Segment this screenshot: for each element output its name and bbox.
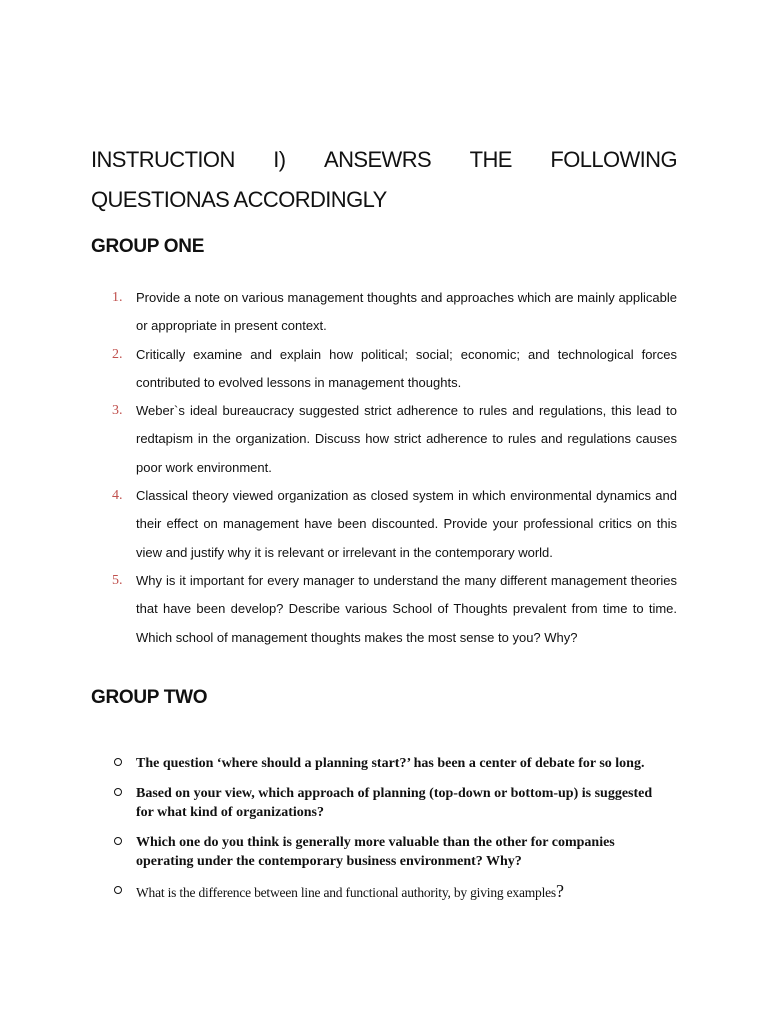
group-one-question-list: [112, 284, 677, 652]
list-item: [112, 284, 677, 341]
instruction-line-2: QUESTIONAS ACCORDINGLY: [91, 187, 387, 212]
list-item: [136, 784, 666, 822]
item-number: 4.: [112, 488, 123, 504]
instruction-word: ANSEWRS: [324, 147, 432, 172]
list-item: [112, 397, 677, 482]
item-text: Which one do you think is generally more valuable than the other for companies operating under the contemporary business environment? Why?: [136, 835, 615, 869]
instruction-word: INSTRUCTION: [91, 147, 235, 172]
item-text: The question ‘where should a planning start?’ has been a center of debate for so long.: [136, 756, 645, 771]
item-text: Based on your view, which approach of planning (top-down or bottom-up) is suggested for what kind of organizations?: [136, 786, 653, 820]
item-number: 2.: [112, 346, 123, 362]
item-number: 1.: [112, 290, 123, 305]
group-one-heading: GROUP ONE: [91, 236, 205, 257]
item-text: Critically examine and explain how political; social; economic; and technological forces contributed to evolved lessons in management thoughts.: [136, 346, 677, 390]
list-item: [136, 882, 666, 902]
circle-bullet-icon: [114, 886, 122, 894]
item-text: What is the difference between line and functional authority, by giving examples: [136, 885, 556, 900]
item-text: Weber`s ideal bureaucracy suggested strict adherence to rules and regulations, this lead to redtapism in the organization. Discuss how strict adherence to rules and regulations causes poor work environment.: [136, 403, 677, 475]
list-item: [136, 754, 666, 773]
item-text: Classical theory viewed organization as closed system in which environmental dynamics and their effect on management have been discounted. Provide your professional critics on this view and justify why it is relevant or irrelevant in the contemporary world.: [136, 488, 677, 560]
list-item: [112, 341, 677, 398]
instruction-word: THE: [469, 147, 512, 172]
item-text: Provide a note on various management thoughts and approaches which are mainly applicable or appropriate in present context.: [136, 290, 677, 334]
question-mark: ?: [555, 881, 564, 901]
circle-bullet-icon: [114, 788, 122, 796]
item-text: Why is it important for every manager to understand the many different management theories that have been develop? Describe various School of Thoughts prevalent from time to time. Which school of management thoughts makes the most sense to you? Why?: [136, 572, 677, 645]
list-item: [136, 833, 666, 871]
instruction-line-1: [91, 140, 677, 180]
list-item: [112, 567, 677, 652]
item-number: 5.: [112, 572, 123, 588]
instruction-word: FOLLOWING: [550, 147, 677, 172]
instruction-word: I): [273, 147, 286, 172]
instruction-heading: [91, 140, 677, 220]
list-item: [112, 482, 677, 567]
item-number: 3.: [112, 403, 123, 419]
circle-bullet-icon: [114, 758, 122, 766]
circle-bullet-icon: [114, 837, 122, 845]
group-two-heading: GROUP TWO: [91, 687, 208, 708]
group-two-question-list: [136, 754, 666, 913]
